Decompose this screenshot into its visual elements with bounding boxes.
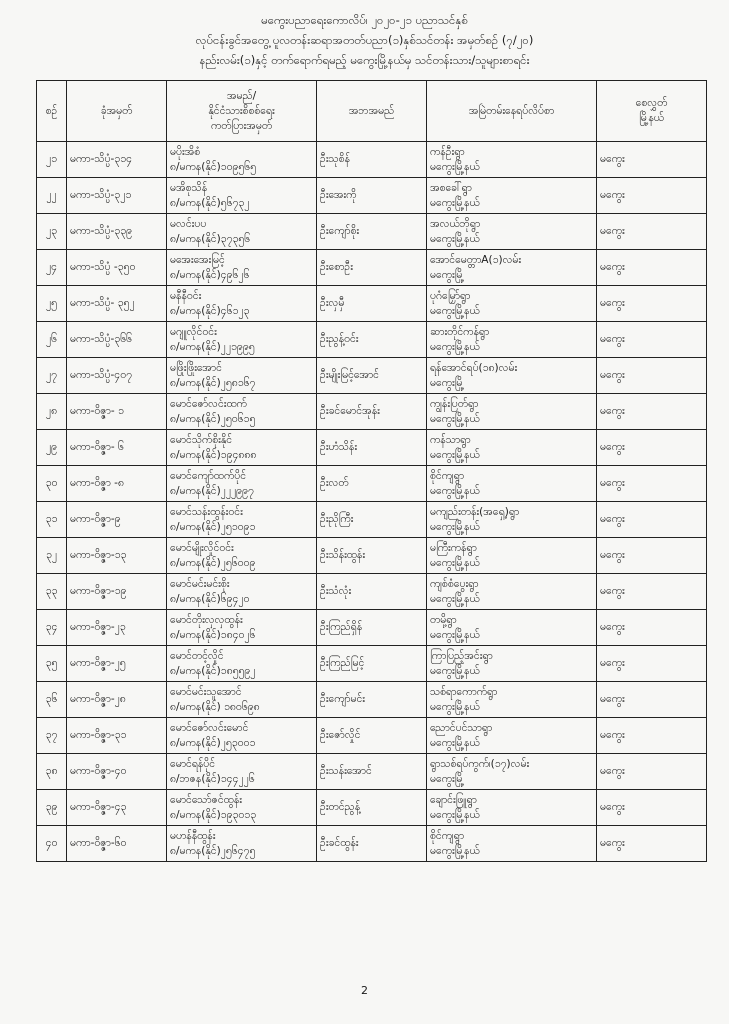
cell-roll: မကာ-သိပ္ပံ-၃၁၄ (67, 142, 167, 178)
cell-no: ၄၀ (37, 826, 67, 862)
cell-name (167, 682, 317, 718)
cell-father: ဦးသံလုံး (317, 574, 427, 610)
cell-address (427, 682, 597, 718)
trainee-nrc: ၈/မကန(နိုင်)၄၉၆၂၆ (170, 268, 250, 281)
cell-name (167, 790, 317, 826)
cell-no: ၃၃ (37, 574, 67, 610)
cell-name (167, 214, 317, 250)
address-line-1: အောင်မေတ္တာA(၁)လမ်း (430, 253, 522, 266)
trainee-name: မပိုးအိစံ (170, 145, 201, 158)
cell-father: ဦးအေးကို (317, 178, 427, 214)
page-number: 2 (361, 984, 368, 997)
cell-township: မကွေး (597, 826, 707, 862)
cell-address (427, 394, 597, 430)
cell-roll: မကာ-သိပ္ပံ-၄၀၇ (67, 358, 167, 394)
cell-township: မကွေး (597, 790, 707, 826)
address-line-2: မကွေးမြို့ (430, 772, 465, 785)
table-row (37, 358, 707, 394)
address-line-1: ရန်အောင်ရပ်(၁၈)လမ်း (430, 361, 518, 374)
address-line-1: ကျစ်စံပွေးရွာ (430, 577, 479, 590)
header-name-line-3: ကတ်ပြားအမှတ် (210, 119, 273, 132)
cell-address (427, 646, 597, 682)
cell-no: ၃၈ (37, 754, 67, 790)
cell-no: ၂၁ (37, 142, 67, 178)
cell-township: မကွေး (597, 322, 707, 358)
cell-name (167, 574, 317, 610)
trainee-nrc: ၈/မကန(နိုင်) ၁၈၀၆၉၈ (170, 700, 260, 713)
cell-township: မကွေး (597, 646, 707, 682)
cell-roll: မကာ-ဝိဇ္ဇာ-၁၃ (67, 538, 167, 574)
table-row (37, 430, 707, 466)
table-row (37, 754, 707, 790)
cell-no: ၂၂ (37, 178, 67, 214)
cell-township: မကွေး (597, 214, 707, 250)
address-line-2: မကွေးမြို့နယ် (430, 340, 480, 353)
table-row (37, 250, 707, 286)
trainee-nrc: ၈/မကန(နိုင်)၂၅၀၆၁၅ (170, 412, 256, 425)
cell-address (427, 754, 597, 790)
header-name-line-2: နိုင်ငံသားစိစစ်ရေး (208, 104, 275, 117)
trainee-name: မနီနီဝင်း (170, 289, 202, 302)
cell-name (167, 322, 317, 358)
trainee-name: မောင်တိုးလှလှထွန်း (170, 613, 243, 626)
table-row (37, 286, 707, 322)
header-township-line-1: စေလွှတ် (635, 97, 668, 109)
table-row (37, 394, 707, 430)
address-line-2: မကွေးမြို့နယ် (430, 736, 480, 749)
address-line-1: ကြာပြည့်အင်းရွာ (430, 649, 493, 662)
cell-no: ၃၅ (37, 646, 67, 682)
address-line-2: မကွေးမြို့နယ် (430, 412, 480, 425)
address-line-1: အလယ်ဘိုရွာ (430, 217, 481, 230)
trainee-table (36, 80, 707, 862)
cell-father: ဦးခင်မောင်အုန်း (317, 394, 427, 430)
cell-township: မကွေး (597, 466, 707, 502)
cell-no: ၃၂ (37, 538, 67, 574)
cell-father: ဦးသန်းအောင် (317, 754, 427, 790)
address-line-1: တမို့ရွာ (430, 613, 457, 626)
table-row (37, 502, 707, 538)
trainee-nrc: ၈/မကန(နိုင်)၂၂၂၉၉၇ (170, 484, 254, 497)
trainee-name: မောင်သန်းထွန်းဝင်း (170, 505, 243, 518)
cell-no: ၃၁ (37, 502, 67, 538)
cell-father: ဦးခင်ထွန်း (317, 826, 427, 862)
cell-no: ၂၈ (37, 394, 67, 430)
trainee-name: မောင်မင်းမင်းစိုး (170, 577, 230, 590)
cell-address (427, 322, 597, 358)
trainee-nrc: ၈/မကန(နိုင်)၂၅၁၀၉၁ (170, 520, 256, 533)
cell-name (167, 178, 317, 214)
cell-roll: မကာ-သိပ္ပံ-၃၂၁ (67, 178, 167, 214)
cell-name (167, 250, 317, 286)
table-body (37, 142, 707, 862)
cell-address (427, 574, 597, 610)
cell-roll: မကာ-ဝိဇ္ဇာ-၉ (67, 502, 167, 538)
cell-name (167, 430, 317, 466)
cell-name (167, 826, 317, 862)
cell-no: ၃၉ (37, 790, 67, 826)
cell-roll: မကာ-သိပ္ပံ-၃၃၉ (67, 214, 167, 250)
trainee-name: မလင်းပပ (170, 217, 207, 230)
address-line-2: မကွေးမြို့ (430, 376, 465, 389)
address-line-1: ကန်ဦးရွာ (430, 145, 465, 158)
trainee-name: မောင်မင်းသူအောင် (170, 685, 242, 698)
cell-address (427, 466, 597, 502)
header-township (597, 81, 707, 142)
table-row (37, 826, 707, 862)
table-row (37, 178, 707, 214)
cell-address (427, 430, 597, 466)
cell-father: ဦးလှမှီ (317, 286, 427, 322)
address-line-1: သစ်ရာကောက်ရွာ (430, 685, 498, 698)
cell-address (427, 214, 597, 250)
cell-no: ၂၇ (37, 358, 67, 394)
cell-roll: မကာ-ဝိဇ္ဇာ-၆၀ (67, 826, 167, 862)
cell-father: ဦးညွန့်ဝင်း (317, 322, 427, 358)
cell-father: ဦးဟံသိန်း (317, 430, 427, 466)
cell-township: မကွေး (597, 574, 707, 610)
address-line-2: မကွေးမြို့နယ် (430, 196, 480, 209)
trainee-nrc: ၈/မကန(နိုင်)၁၈၅၅၉၂ (170, 664, 256, 677)
table-row (37, 466, 707, 502)
header-line-1: မကွေးပညာရေးကောလိပ်၊ ၂၀၂၀-၂၁ ပညာသင်နှစ် (261, 13, 468, 27)
address-line-1: ချောင်းဖြူရွာ (430, 793, 477, 806)
trainee-nrc: ၈/မကန(နိုင်)၁၈၄၀၂၆ (170, 628, 256, 641)
cell-name (167, 358, 317, 394)
trainee-name: မဟန်နီထွန်း (170, 829, 216, 842)
header-township-line-2: မြို့နယ် (638, 112, 664, 124)
cell-no: ၃၆ (37, 682, 67, 718)
address-line-2: မကွေးမြို့နယ် (430, 160, 480, 173)
cell-township: မကွေး (597, 502, 707, 538)
cell-father: ဦးမျိုးမြင့်အောင် (317, 358, 427, 394)
cell-name (167, 142, 317, 178)
cell-no: ၃၄ (37, 610, 67, 646)
cell-address (427, 826, 597, 862)
trainee-nrc: ၈/မကန(နိုင်)၃၇၃၅၆ (170, 232, 251, 245)
table-row (37, 646, 707, 682)
cell-no: ၂၄ (37, 250, 67, 286)
trainee-name: မောင်တင့်လှိုင် (170, 649, 224, 662)
cell-no: ၂၆ (37, 322, 67, 358)
cell-address (427, 502, 597, 538)
header-name-line-1: အမည်/ (226, 89, 257, 102)
cell-father: ဦးကျော်စိုး (317, 214, 427, 250)
trainee-name: မောင်ရန်ပိုင် (170, 757, 216, 770)
address-line-2: မကွေးမြို့နယ် (430, 700, 480, 713)
trainee-name: မအေးအေးမြင့် (170, 253, 225, 266)
header-name (167, 81, 317, 142)
cell-no: ၂၉ (37, 430, 67, 466)
cell-name (167, 394, 317, 430)
cell-name (167, 610, 317, 646)
cell-father: ဦးဇော်လှိုင် (317, 718, 427, 754)
header-no: စဉ် (37, 81, 67, 142)
cell-no: ၂၅ (37, 286, 67, 322)
cell-address (427, 790, 597, 826)
cell-address (427, 286, 597, 322)
trainee-nrc: ၈/မကန(နိုင်)၂၅၆၄၇၅ (170, 844, 256, 857)
cell-roll: မကာ-ဝိဇ္ဇာ-၂၅ (67, 646, 167, 682)
cell-roll: မကာ-သိပ္ပံ-၃၆၆ (67, 322, 167, 358)
trainee-name: မောင်ဇော်လင်းထက် (170, 397, 247, 410)
address-line-1: ကန်သာရွာ (430, 433, 471, 446)
trainee-nrc: ၈/မကန(နိုင်)၂၅၆၀၀၉ (170, 556, 256, 569)
trainee-nrc: ၈/မကန(နိုင်)၂၂၁၉၉၅ (170, 340, 255, 353)
address-line-1: စိုင်ကျရွာ (430, 829, 465, 842)
address-line-1: ဆားတိုင်ကန်ရွာ (430, 325, 490, 338)
table-row (37, 682, 707, 718)
trainee-nrc: ၈/မကန(နိုင်)၁၀၉၅၆၅ (170, 160, 257, 173)
address-line-1: ရွာသစ်ရပ်ကွက်၊(၁၇)လမ်း (430, 757, 530, 770)
cell-father: ဦးသုစိန် (317, 142, 427, 178)
trainee-name: မောင်သော်ဇင်ထွန်း (170, 793, 242, 806)
cell-father: ဦးစောဦး (317, 250, 427, 286)
trainee-name: မောင်သိုက်စိုးနိုင် (170, 433, 233, 446)
header-father: အဘအမည် (317, 81, 427, 142)
address-line-2: မကွေးမြို့နယ် (430, 484, 480, 497)
cell-roll: မကာ-ဝိဇ္ဇာ -၈ (67, 466, 167, 502)
cell-name (167, 538, 317, 574)
table-row (37, 322, 707, 358)
cell-father: ဦးညိုကြီး (317, 502, 427, 538)
cell-township: မကွေး (597, 142, 707, 178)
header-line-2: လုပ်ငန်းခွင်အတွေ့ ပူလတန်းဆရာအတတ်ပညာ(၁)နှစ်သင်တန်း အမှတ်စဉ် (၇/၂၀) (195, 33, 534, 47)
cell-father: ဦးတင်ညွန့် (317, 790, 427, 826)
table-header-row (37, 81, 707, 142)
cell-name (167, 286, 317, 322)
address-line-2: မကွေးမြို့နယ် (430, 232, 480, 245)
cell-township: မကွေး (597, 682, 707, 718)
address-line-2: မကွေးမြို့နယ် (430, 844, 480, 857)
address-line-2: မကွေးမြို့နယ် (430, 808, 480, 821)
cell-roll: မကာ-သိပ္ပံ- ၃၅၂ (67, 286, 167, 322)
cell-township: မကွေး (597, 358, 707, 394)
address-line-1: ညောင်ပင်သာရွာ (430, 721, 493, 734)
address-line-2: မကွေးမြို့နယ် (430, 448, 480, 461)
cell-no: ၂၃ (37, 214, 67, 250)
trainee-nrc: ၈/မကန(နိုင်)၅၆၇၃၂ (170, 196, 250, 209)
trainee-name: မောင်မျိုးလှိုင်ဝင်း (170, 541, 234, 554)
table-row (37, 142, 707, 178)
trainee-nrc: ၈/မကန(နိုင်)၄၆၁၂၃ (170, 304, 250, 317)
trainee-name: မောင်ဇော်လင်းမောင် (170, 721, 249, 734)
cell-address (427, 250, 597, 286)
cell-no: ၃၀ (37, 466, 67, 502)
table-row (37, 790, 707, 826)
cell-father: ဦးလတ် (317, 466, 427, 502)
address-line-2: မကွေးမြို့နယ် (430, 628, 480, 641)
header-roll: ခုံအမှတ် (67, 81, 167, 142)
cell-roll: မကာ-သိပ္ပံ -၃၅၀ (67, 250, 167, 286)
table-row (37, 538, 707, 574)
table-row (37, 610, 707, 646)
cell-name (167, 646, 317, 682)
cell-father: ဦးကြည်ရှိန် (317, 610, 427, 646)
cell-township: မကွေး (597, 754, 707, 790)
address-line-2: မကွေးမြို့နယ် (430, 304, 480, 317)
trainee-name: မောင်ကျော်ထက်ပိုင် (170, 469, 247, 482)
table-row (37, 214, 707, 250)
trainee-name: မဂျူလိုင်ဝင်း (170, 325, 217, 338)
trainee-name: မဖြိုးဖြိုးအောင် (170, 361, 222, 374)
cell-address (427, 358, 597, 394)
cell-roll: မကာ-ဝိဇ္ဇာ- ၆ (67, 430, 167, 466)
address-line-2: မကွေးမြို့နယ် (430, 664, 480, 677)
cell-township: မကွေး (597, 178, 707, 214)
cell-name (167, 466, 317, 502)
address-line-2: မကွေးမြို့နယ် (430, 520, 480, 533)
cell-address (427, 538, 597, 574)
trainee-name: မအိစုသိန် (170, 181, 208, 194)
cell-roll: မကာ-ဝိဇ္ဇာ- ၁ (67, 394, 167, 430)
cell-father: ဦးသိန်းထွန်း (317, 538, 427, 574)
cell-roll: မကာ-ဝိဇ္ဇာ-၄၃ (67, 790, 167, 826)
cell-father: ဦးကျော်မင်း (317, 682, 427, 718)
cell-address (427, 610, 597, 646)
cell-roll: မကာ-ဝိဇ္ဇာ-၄၀ (67, 754, 167, 790)
address-line-1: မကြီးကန်ရွာ (430, 541, 477, 554)
cell-roll: မကာ-ဝိဇ္ဇာ-၁၉ (67, 574, 167, 610)
cell-roll: မကာ-ဝိဇ္ဇာ-၂၃ (67, 610, 167, 646)
trainee-nrc: ၈/မကန(နိုင်)၁၉၃၀၁၃ (170, 808, 257, 821)
cell-township: မကွေး (597, 394, 707, 430)
address-line-2: မကွေးမြို့နယ် (430, 592, 480, 605)
cell-name (167, 502, 317, 538)
cell-name (167, 754, 317, 790)
cell-address (427, 718, 597, 754)
table-row (37, 574, 707, 610)
cell-roll: မကာ-ဝိဇ္ဇာ-၂၈ (67, 682, 167, 718)
table-row (37, 718, 707, 754)
trainee-nrc: ၈/ဘဇန(နိုင်)၁၄၄၂၂၆ (170, 772, 255, 785)
trainee-nrc: ၈/မကန(နိုင်)၆၉၄၂၀ (170, 592, 250, 605)
address-line-2: မကွေးမြို့ (430, 268, 465, 281)
address-line-2: မကွေးမြို့နယ် (430, 556, 480, 569)
trainee-nrc: ၈/မကန(နိုင်)၂၅၃၀၀၁ (170, 736, 256, 749)
cell-father: ဦးကြည်မြင့် (317, 646, 427, 682)
cell-township: မကွေး (597, 430, 707, 466)
cell-township: မကွေး (597, 286, 707, 322)
cell-no: ၃၇ (37, 718, 67, 754)
address-line-1: ပုဂံမြှော်ရွာ (430, 289, 471, 302)
cell-township: မကွေး (597, 250, 707, 286)
cell-township: မကွေး (597, 610, 707, 646)
header-address: အမြဲတမ်းနေရပ်လိပ်စာ (427, 81, 597, 142)
header-line-3: နည်းလမ်း(၁)နှင့် တက်ရောက်ရမည့် မကွေးမြို့နယ်မှ သင်တန်းသား/သူများစာရင်း (199, 53, 530, 67)
cell-roll: မကာ-ဝိဇ္ဇာ-၃၁ (67, 718, 167, 754)
cell-address (427, 142, 597, 178)
address-line-1: ကျွန်းပြတ်ရွာ (430, 397, 479, 410)
cell-address (427, 178, 597, 214)
address-line-1: အစခေါ်ရွာ (430, 181, 472, 194)
address-line-1: စိုင်ကျရွာ (430, 469, 465, 482)
cell-township: မကွေး (597, 718, 707, 754)
address-line-1: မကျည်းတန်း(အရှေ့)ရွာ (430, 505, 520, 518)
trainee-nrc: ၈/မကန(နိုင်)၁၉၄၈၈၈ (170, 448, 257, 461)
document-header (0, 10, 729, 70)
cell-township: မကွေး (597, 538, 707, 574)
trainee-nrc: ၈/မကန(နိုင်)၂၅၈၁၆၇ (170, 376, 256, 389)
cell-name (167, 718, 317, 754)
